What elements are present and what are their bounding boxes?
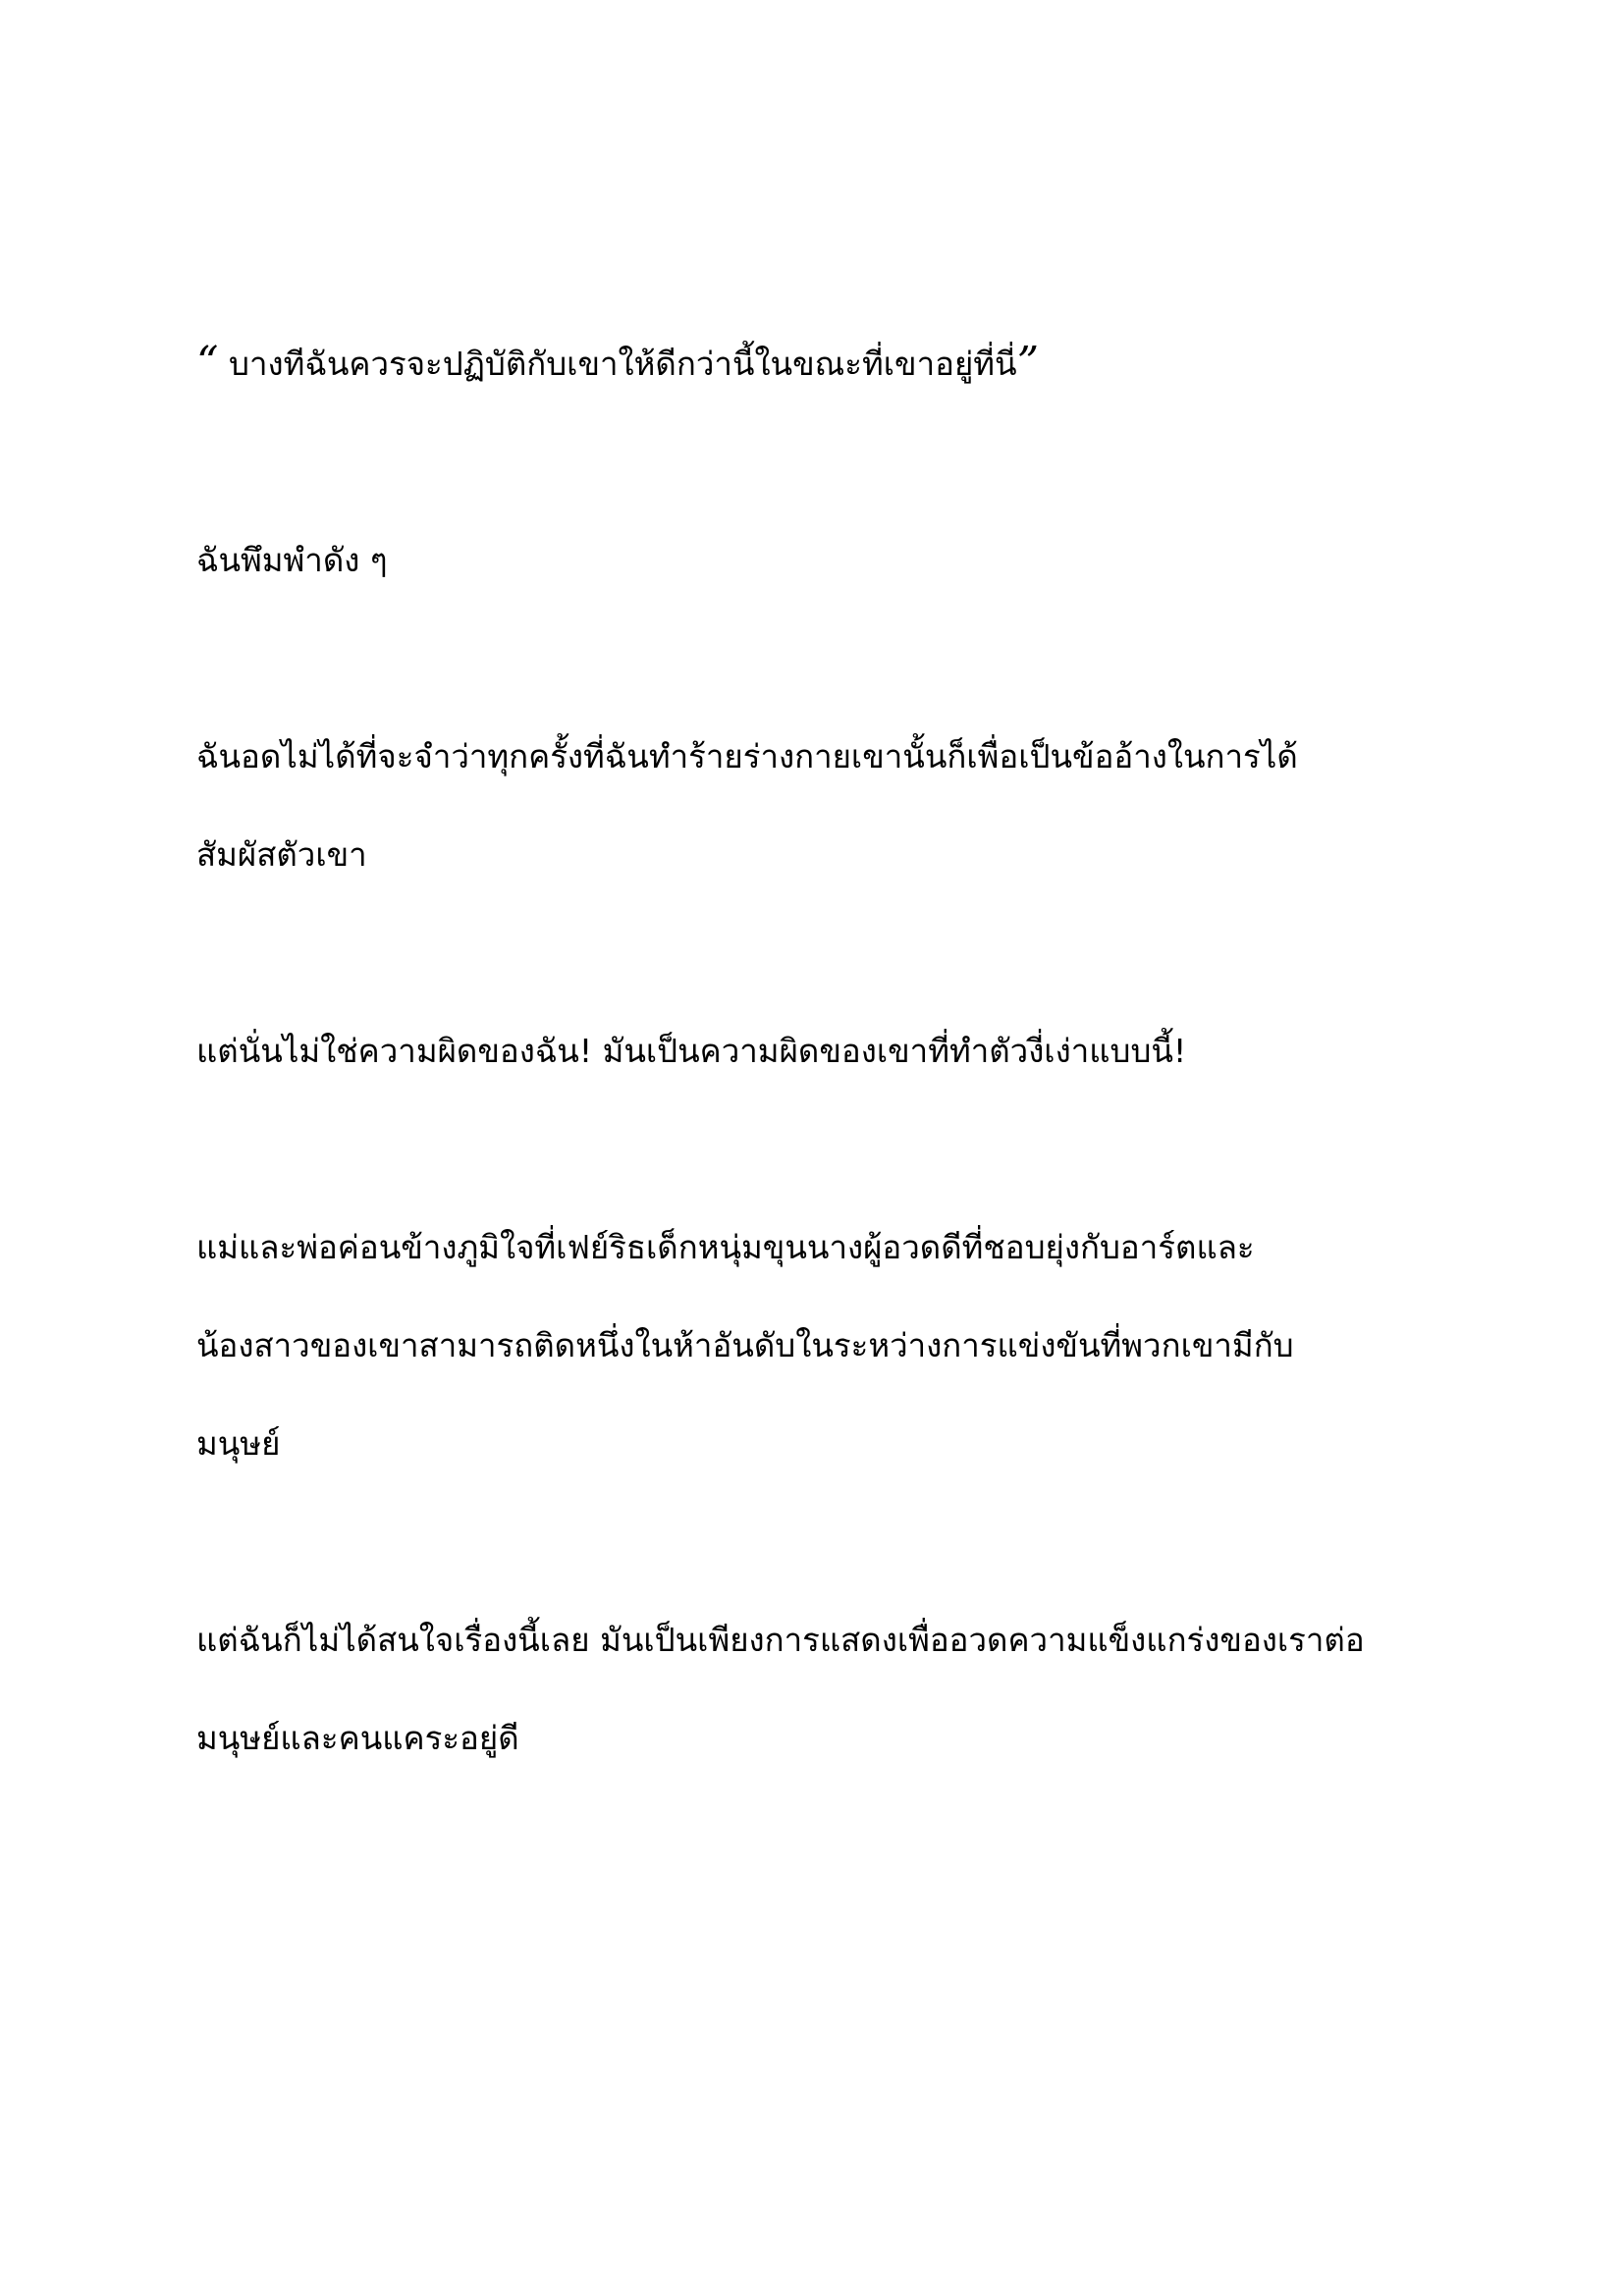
- paragraph-line: มนุษย์: [196, 1424, 281, 1463]
- paragraph-line: แต่ฉันก็ไม่ได้สนใจเรื่องนี้เลย มันเป็นเพียงการแสดงเพื่ออวดความแข็งแกร่งของเราต่อ: [196, 1621, 1365, 1659]
- paragraph-line: มนุษย์และคนแคระอยู่ดี: [196, 1719, 519, 1757]
- paragraph-line: [196, 314, 1473, 413]
- paragraph-line: แต่นั่นไม่ใช่ความผิดของฉัน! มันเป็นความผิดของเขาที่ทำตัวงี่เง่าแบบนี้!: [196, 1032, 1187, 1070]
- paragraph-parents-proud: [196, 1199, 1473, 1493]
- paragraph-murmur: [196, 511, 1473, 610]
- paragraph-line: สัมผัสตัวเขา: [196, 835, 367, 874]
- paragraph-quote: [196, 314, 1473, 413]
- paragraph-line: น้องสาวของเขาสามารถติดหนึ่งในห้าอันดับในระหว่างการแข่งขันที่พวกเขามีกับ: [196, 1326, 1294, 1364]
- quote-text: บางทีฉันควรจะปฏิบัติกับเขาให้ดีกว่านี้ในขณะที่เขาอยู่ที่นี่: [229, 345, 1017, 383]
- paragraph-line: แม่และพ่อค่อนข้างภูมิใจที่เฟย์ริธเด็กหนุ่มขุนนางผู้อวดดีที่ชอบยุ่งกับอาร์ตและ: [196, 1228, 1255, 1266]
- paragraph-memory: [196, 708, 1473, 904]
- paragraph-not-my-fault: [196, 1002, 1473, 1100]
- open-quote-mark: “: [196, 338, 219, 388]
- paragraph-line: ฉันพึมพำดัง ๆ: [196, 541, 388, 579]
- paragraph-not-interested: [196, 1591, 1473, 1788]
- close-quote-mark: ”: [1016, 338, 1040, 388]
- paragraph-line: ฉันอดไม่ได้ที่จะจำว่าทุกครั้งที่ฉันทำร้ายร่างกายเขานั้นก็เพื่อเป็นข้ออ้างในการได้: [196, 737, 1298, 775]
- document-body: [196, 314, 1473, 1788]
